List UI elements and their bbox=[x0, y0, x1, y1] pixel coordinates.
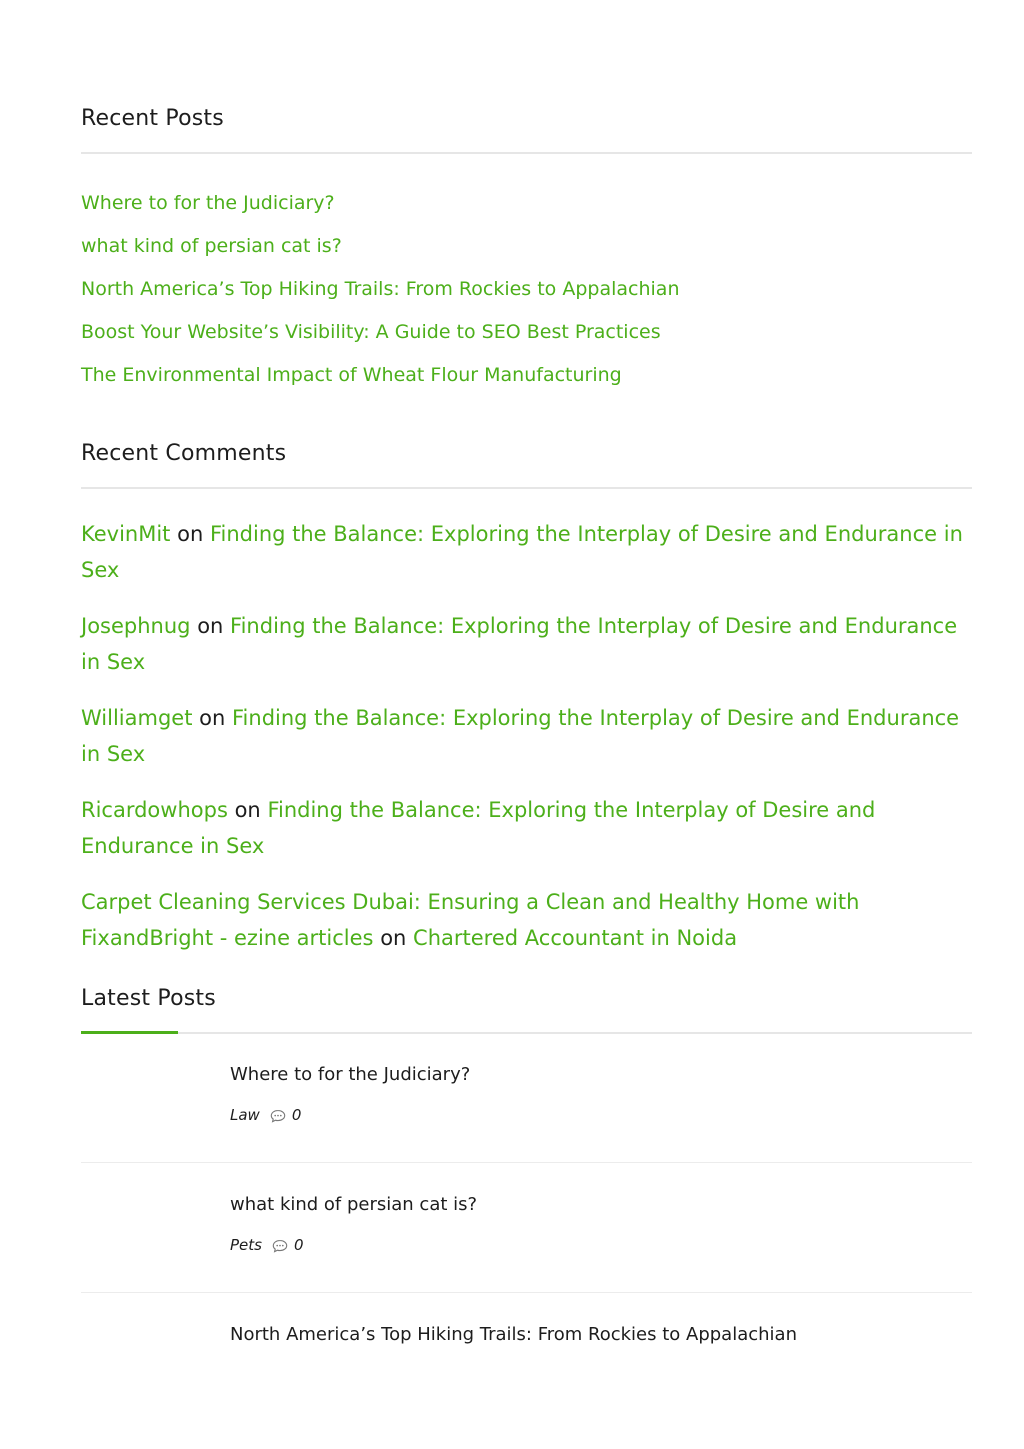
post-thumbnail[interactable] bbox=[81, 1313, 206, 1403]
comment-author-link[interactable]: Williamget bbox=[81, 706, 193, 730]
on-word: on bbox=[197, 614, 224, 638]
comment-post-link[interactable]: Finding the Balance: Exploring the Interplay of Desire and Endurance in Sex bbox=[81, 614, 958, 674]
latest-post-title-link[interactable]: North America’s Top Hiking Trails: From Rockies to Appalachian bbox=[230, 1324, 797, 1345]
list-item bbox=[81, 311, 679, 354]
comment-item bbox=[81, 700, 972, 772]
recent-post-link[interactable]: The Environmental Impact of Wheat Flour Manufacturing bbox=[81, 364, 622, 386]
recent-post-link[interactable]: Where to for the Judiciary? bbox=[81, 192, 335, 214]
comment-icon bbox=[272, 1238, 288, 1252]
post-meta bbox=[230, 1105, 301, 1125]
list-item bbox=[81, 182, 679, 225]
post-meta bbox=[230, 1235, 304, 1255]
comment-author-link[interactable]: Ricardowhops bbox=[81, 798, 228, 822]
list-item bbox=[81, 268, 679, 311]
list-item bbox=[81, 225, 679, 268]
on-word: on bbox=[380, 926, 407, 950]
recent-post-link[interactable]: North America’s Top Hiking Trails: From Rockies to Appalachian bbox=[81, 278, 680, 300]
on-word: on bbox=[177, 522, 204, 546]
comment-author-link[interactable]: Josephnug bbox=[81, 614, 191, 638]
post-thumbnail[interactable] bbox=[81, 1053, 206, 1143]
recent-posts-heading: Recent Posts bbox=[81, 106, 224, 131]
recent-posts-list bbox=[81, 182, 679, 397]
on-word: on bbox=[234, 798, 261, 822]
recent-posts-divider bbox=[81, 152, 972, 154]
comment-item bbox=[81, 516, 972, 588]
comment-post-link[interactable]: Finding the Balance: Exploring the Interplay of Desire and Endurance in Sex bbox=[81, 706, 960, 766]
recent-comments-list bbox=[81, 516, 972, 976]
comment-post-link[interactable]: Finding the Balance: Exploring the Interplay of Desire and Endurance in Sex bbox=[81, 522, 963, 582]
recent-comments-divider bbox=[81, 487, 972, 489]
comment-item bbox=[81, 608, 972, 680]
post-thumbnail[interactable] bbox=[81, 1183, 206, 1273]
comment-post-link[interactable]: Chartered Accountant in Noida bbox=[413, 926, 738, 950]
comment-icon bbox=[270, 1108, 286, 1122]
latest-posts-heading: Latest Posts bbox=[81, 986, 216, 1011]
recent-post-link[interactable]: what kind of persian cat is? bbox=[81, 235, 342, 257]
comment-count[interactable]: 0 bbox=[291, 1106, 302, 1124]
post-category-link[interactable]: Pets bbox=[230, 1236, 262, 1254]
latest-post-title-link[interactable]: Where to for the Judiciary? bbox=[230, 1064, 471, 1085]
comment-count[interactable]: 0 bbox=[293, 1236, 304, 1254]
latest-post-item bbox=[81, 1163, 972, 1293]
latest-post-item bbox=[81, 1033, 972, 1163]
on-word: on bbox=[199, 706, 226, 730]
comment-author-link[interactable]: Carpet Cleaning Services Dubai: Ensuring a Clean and Healthy Home with FixandBright - ezine articles bbox=[81, 890, 860, 950]
latest-posts-list bbox=[81, 1033, 972, 1423]
comment-item bbox=[81, 792, 972, 864]
list-item bbox=[81, 354, 679, 397]
latest-post-title-link[interactable]: what kind of persian cat is? bbox=[230, 1194, 478, 1215]
comment-post-link[interactable]: Finding the Balance: Exploring the Interplay of Desire and Endurance in Sex bbox=[81, 798, 876, 858]
post-category-link[interactable]: Law bbox=[230, 1106, 260, 1124]
comment-item bbox=[81, 884, 972, 956]
recent-post-link[interactable]: Boost Your Website’s Visibility: A Guide to SEO Best Practices bbox=[81, 321, 661, 343]
latest-post-item bbox=[81, 1293, 972, 1423]
comment-author-link[interactable]: KevinMit bbox=[81, 522, 171, 546]
recent-comments-heading: Recent Comments bbox=[81, 441, 287, 466]
